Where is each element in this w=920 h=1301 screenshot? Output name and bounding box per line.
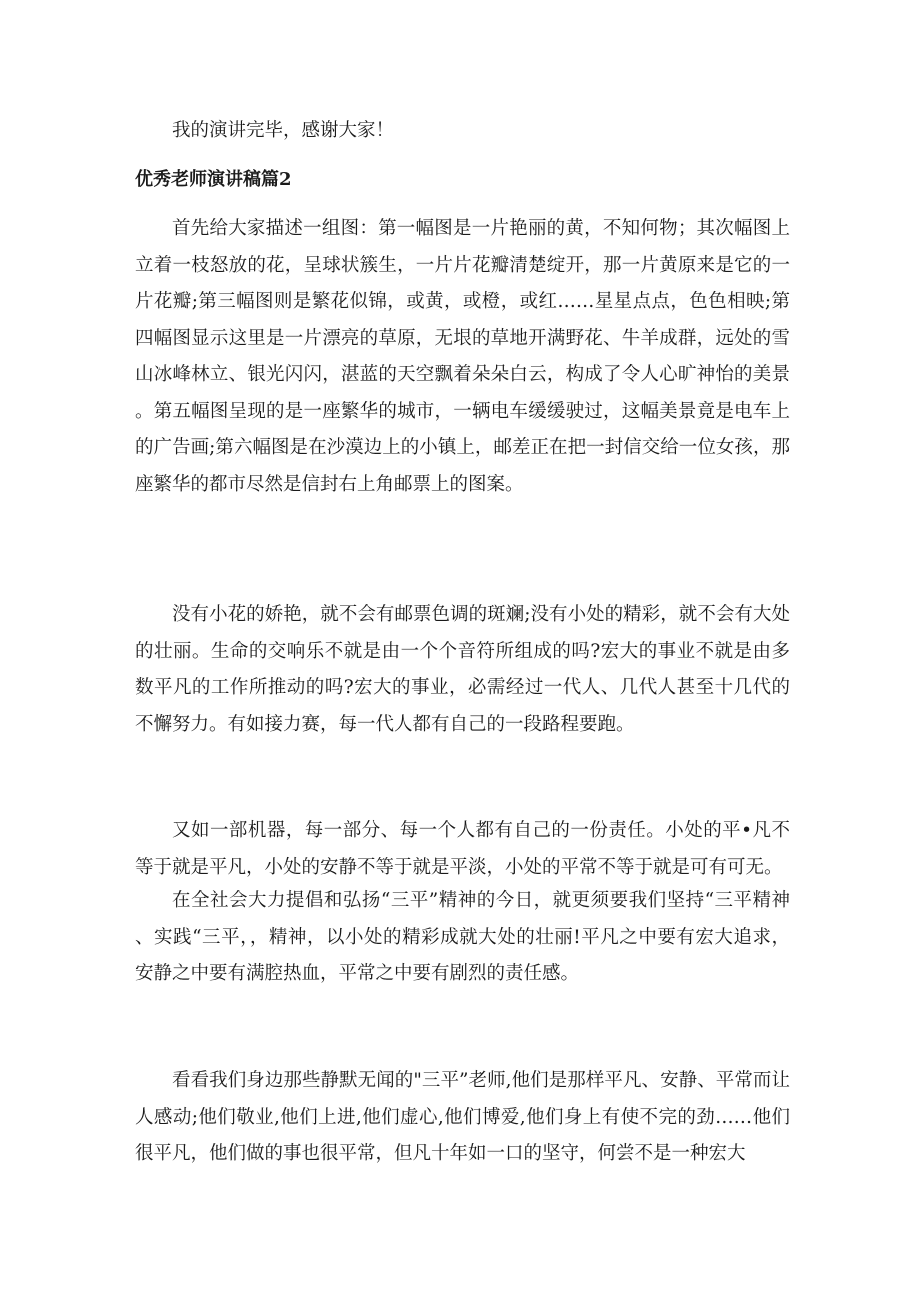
- paragraph-2: 没有小花的娇艳，就不会有邮票色调的斑斓;没有小处的精彩，就不会有大处的壮丽。生命的交响乐不就是由一个个音符所组成的吗?宏大的事业不就是由多数平凡的工作所推动的吗?宏大的事业，必需经过一代人、几代人甚至十几代的不懈努力。有如接力赛，每一代人都有自己的一段路程要跑。: [135, 604, 790, 735]
- paragraph-5: 看看我们身边那些静默无闻的"三平”老师,他们是那样平凡、安静、平常而让人感动;他们敬业,他们上进,他们虚心,他们博爱,他们身上有使不完的劲……他们很平凡，他们做的事也很平常，但凡十年如一口的坚守，何尝不是一种宏大: [135, 1070, 790, 1164]
- paragraph-4: 在全社会大力提倡和弘扬“三平”精神的今日，就更须要我们坚持“三平精神、实践“三平，，精神，以小处的精彩成就大处的壮丽!平凡之中要有宏大追求，安静之中要有满腔热血，平常之中要有剧烈的责任感。: [135, 890, 790, 984]
- paragraph-3: 又如一部机器，每一部分、每一个人都有自己的一份责任。小处的平•凡不等于就是平凡，小处的安静不等于就是平淡，小处的平常不等于就是可有可无。: [135, 820, 790, 878]
- section-title: 优秀老师演讲稿篇2: [135, 169, 292, 190]
- paragraph-1: 首先给大家描述一组图：第一幅图是一片艳丽的黄，不知何物；其次幅图上立着一枝怒放的花，呈球状簇生，一片片花瓣清楚绽开，那一片黄原来是它的一片花瓣;第三幅图则是繁花似锦，或黄，或橙，或红……星星点点，色色相映;第四幅图显示这里是一片漂亮的草原，无垠的草地开满野花、牛羊成群，远处的雪山冰峰林立、银光闪闪，湛蓝的天空飘着朵朵白云，构成了令人心旷神怡的美景。第五幅图呈现的是一座繁华的城市，一辆电车缓缓驶过，这幅美景竟是电车上的广告画;第六幅图是在沙漠边上的小镇上，邮差正在把一封信交给一位女孩，那座繁华的都市尽然是信封右上角邮票上的图案。: [135, 218, 790, 495]
- closing-line: 我的演讲完毕，感谢大家！: [172, 120, 395, 141]
